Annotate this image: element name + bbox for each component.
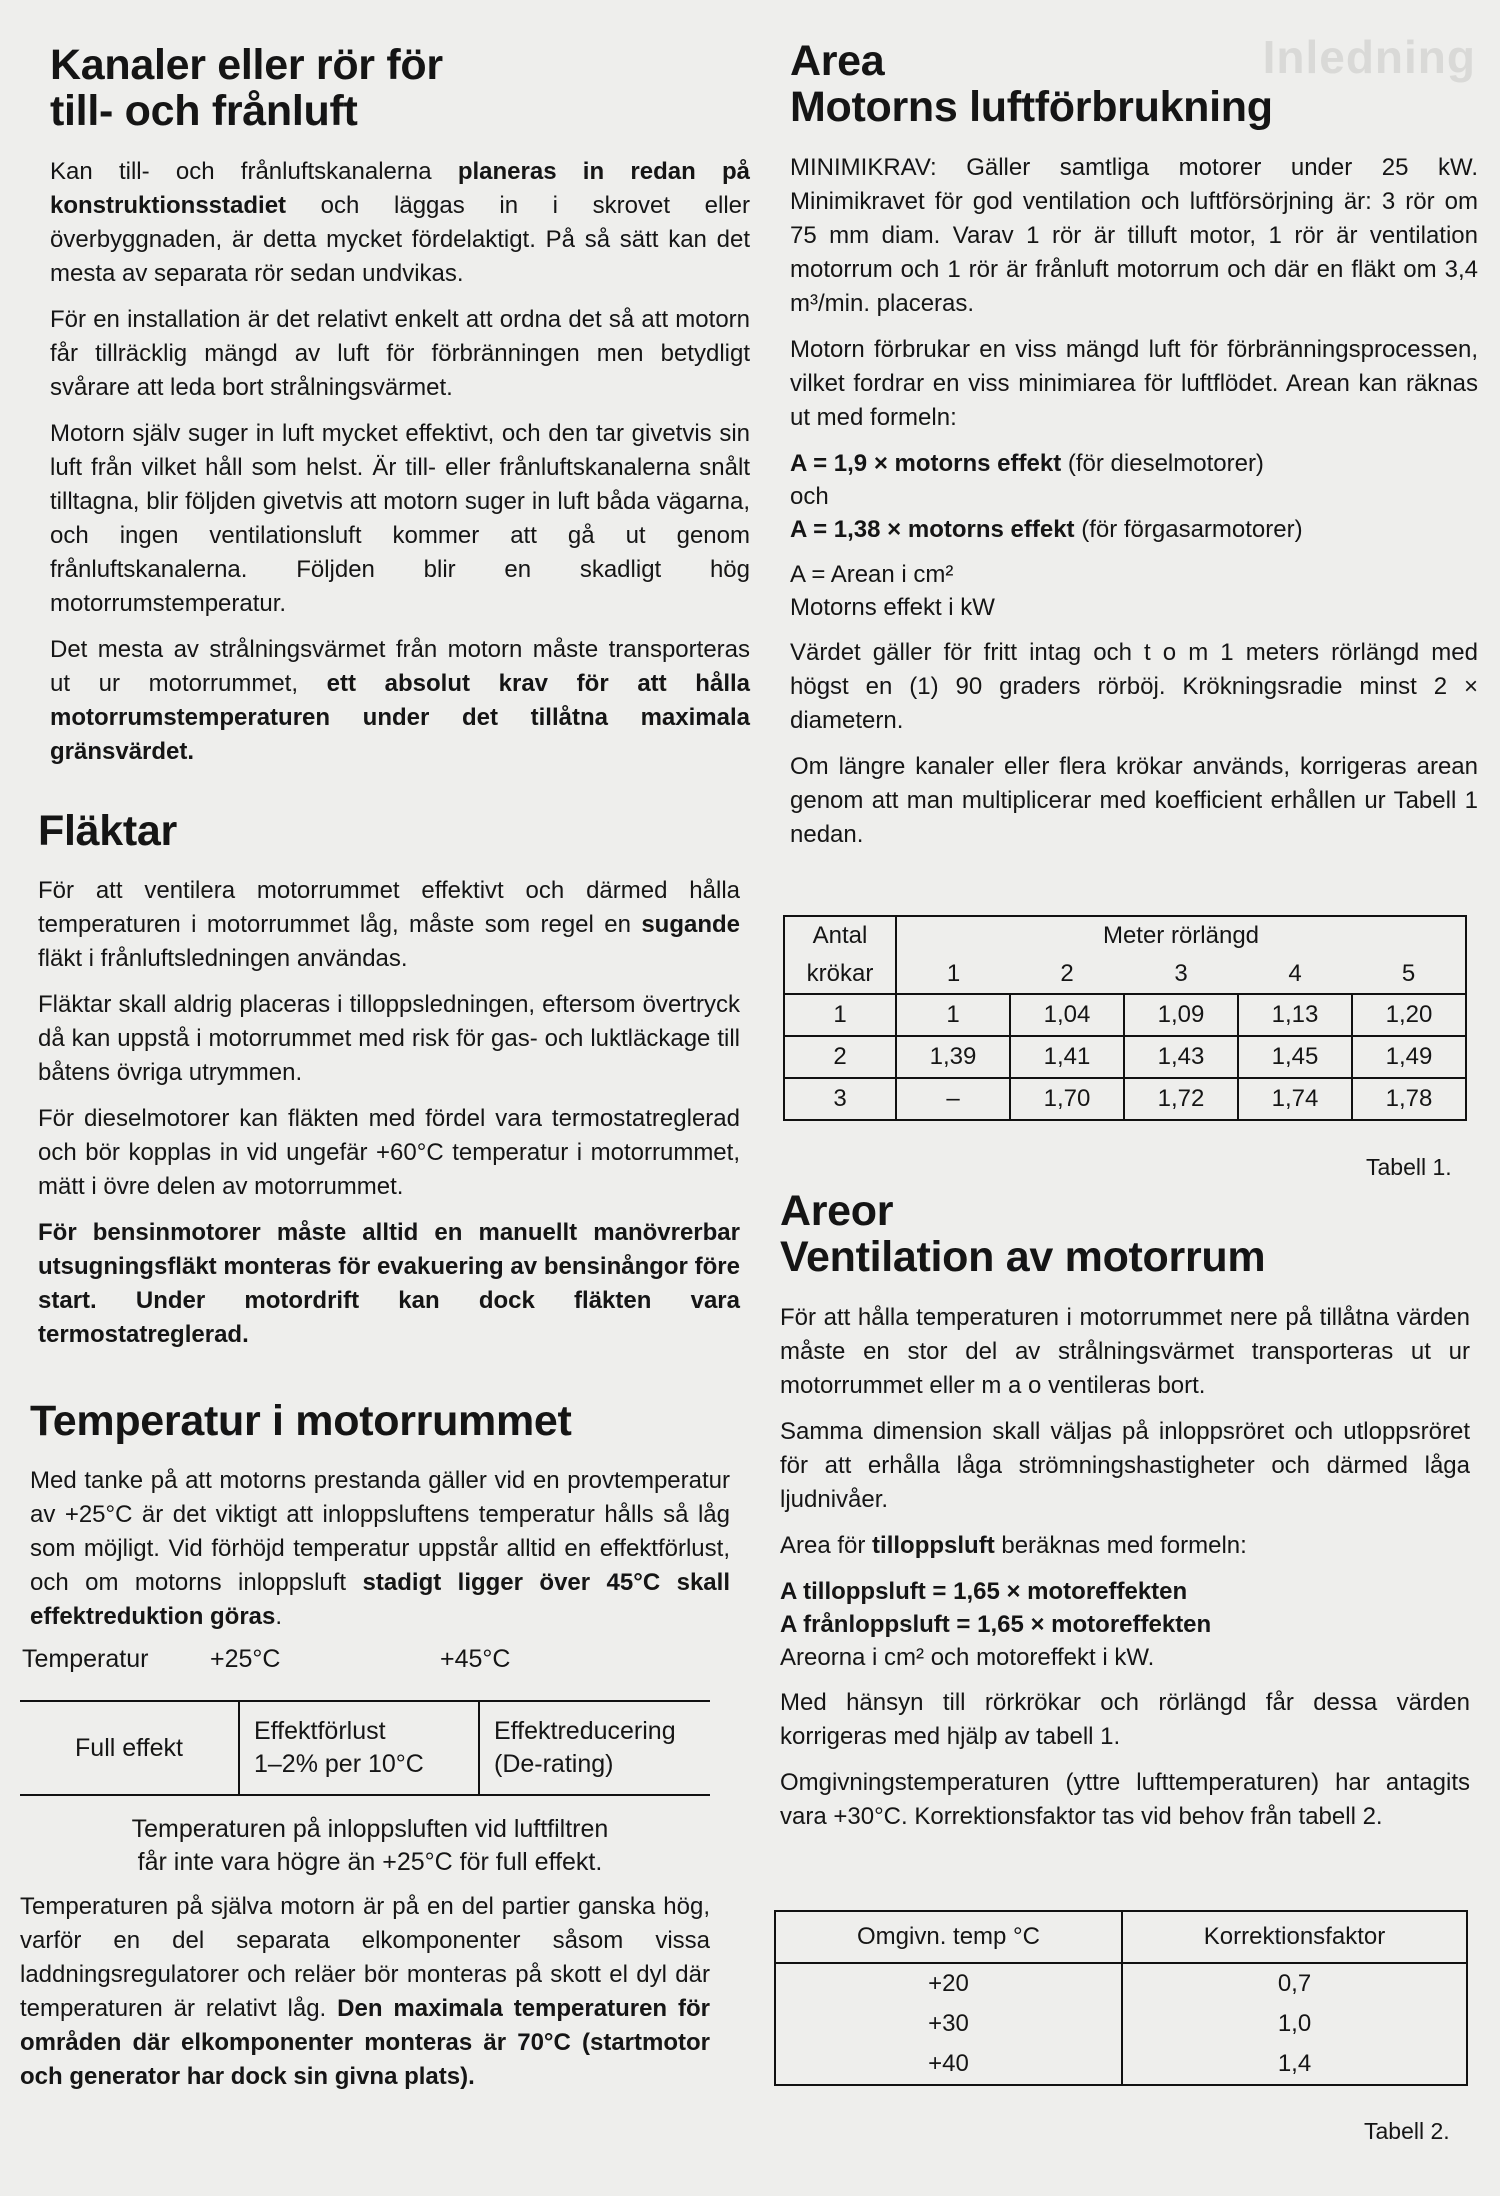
cell: 1,41 <box>1010 1036 1124 1078</box>
paragraph: För dieselmotorer kan fläkten med fördel vara termostatreglerad och bör kopplas in vid ungefär +60°C temperatur i motorrummet, mätt i övre delen av motorrummet. <box>38 1105 740 1201</box>
row-header: 1 <box>784 994 896 1036</box>
section-kanaler <box>50 42 750 781</box>
heading-line: Motorns luftförbrukning <box>790 83 1273 132</box>
paragraph: För en installation är det relativt enkelt att ordna det så att motorn får tillräcklig mängd av luft för förbränningen men betydligt svårare att leda bort strålningsvärmet. <box>50 305 750 401</box>
temperature-45: +45°C <box>440 1645 511 1673</box>
heading-flaktar: Fläktar <box>38 807 177 855</box>
cell: 1,20 <box>1352 994 1466 1036</box>
paragraph: Med tanke på att motorns prestanda gäller vid en provtemperatur av +25°C är det viktigt att inloppsluftens temperatur hålls så låg som möjligt. Vid förhöjd temperatur uppstår alltid en effektförlust, och om motorns inloppsluft stadigt ligger över 45°C skall effektreduktion göras. <box>30 1467 730 1631</box>
cell-effektreducering: Effektreducering (De-rating) <box>494 1717 676 1778</box>
heading-temperatur: Temperatur i motorrummet <box>30 1397 572 1445</box>
cell-faktor: 1,4 <box>1277 2050 1312 2077</box>
paragraph: Fläktar skall aldrig placeras i tilloppsledningen, eftersom övertryck då kan uppstå i motorrummet med risk för gas- och luktläckage till båtens övriga utrymmen. <box>38 991 740 1087</box>
temperature-note <box>20 1813 720 1879</box>
heading-area <box>790 38 1478 131</box>
col-header: 4 <box>1288 960 1302 987</box>
heading-line: Ventilation av motorrum <box>780 1233 1266 1282</box>
cell: 1,78 <box>1352 1078 1466 1120</box>
table-row <box>775 1963 1467 2004</box>
formula-och: och <box>790 482 829 510</box>
note-line: Temperaturen på inloppsluften vid luftfiltren <box>131 1815 609 1843</box>
formula-forgasare: A = 1,38 × motorns effekt (för förgasarmotorer) <box>790 515 1303 543</box>
header-krokar: krökar <box>784 955 896 994</box>
cell: 1,49 <box>1352 1036 1466 1078</box>
heading-line: Area <box>790 37 885 85</box>
note-line: får inte vara högre än +25°C för full effekt. <box>137 1848 603 1876</box>
section-areor <box>780 1188 1470 1846</box>
col-header: 3 <box>1174 960 1188 987</box>
paragraph: Kan till- och frånluftskanalerna planeras in redan på konstruktionsstadiet och läggas in i skrovet eller överbyggnaden, är detta mycket fördelaktigt. På så sätt kan det mesta av separata rör sedan undvikas. <box>50 157 750 287</box>
heading-kanaler <box>50 42 750 135</box>
cell: 1,04 <box>1010 994 1124 1036</box>
paragraph: För bensinmotorer måste alltid en manuellt manövrerbar utsugningsfläkt monteras för evakuering av bensinångor före start. Under motordrift kan dock fläkten vara termostatreglerad. <box>38 1219 740 1349</box>
formula-diesel: A = 1,9 × motorns effekt (för dieselmotorer) <box>790 449 1264 477</box>
header-antal: Antal <box>784 916 896 955</box>
cell-temp: +40 <box>775 2044 1122 2085</box>
cell: 1,70 <box>1010 1078 1124 1120</box>
cell-temp: +30 <box>775 2004 1122 2044</box>
row-header: 2 <box>784 1036 896 1078</box>
bleed-through-heading: Inledning <box>1262 31 1476 83</box>
table-row <box>775 2044 1467 2085</box>
paragraph: Omgivningstemperaturen (yttre lufttemperaturen) har antagits vara +30°C. Korrektionsfaktor tas vid behov från tabell 2. <box>780 1768 1470 1830</box>
definition-areor: Areorna i cm² och motoreffekt i kW. <box>780 1643 1155 1671</box>
section-area <box>790 38 1478 864</box>
paragraph-elkomponenter: Temperaturen på själva motorn är på en del partier ganska hög, varför en del separata elkomponenter såsom vissa laddningsregulatorer och reläer bör monteras på skott el dyl där temperaturen är relativt låg. Den maximala temperaturen för områden där elkomponenter monteras är 70°C (startmotor och generator har dock sin givna plats). <box>20 1893 711 2090</box>
cell-faktor: 1,0 <box>1277 2010 1312 2037</box>
section-flaktar <box>38 808 740 1364</box>
heading-line: Kanaler eller rör för <box>50 41 443 89</box>
cell-full-effekt: Full effekt <box>20 1701 239 1795</box>
temperature-25: +25°C <box>210 1645 281 1673</box>
col-header: 5 <box>1401 960 1416 987</box>
col-header: 1 <box>946 960 961 987</box>
formula-franlopp: A frånloppsluft = 1,65 × motoreffekten <box>780 1610 1212 1638</box>
temperature-label: Temperatur <box>22 1645 149 1673</box>
paragraph: Area för tilloppsluft beräknas med formeln: <box>780 1531 1247 1559</box>
cell: 1,43 <box>1124 1036 1238 1078</box>
col-header: 2 <box>1060 960 1074 987</box>
paragraph: Om längre kanaler eller flera krökar används, korrigeras arean genom att man multiplicerar med koefficient erhållen ur Tabell 1 nedan. <box>790 752 1478 848</box>
cell: 1,09 <box>1124 994 1238 1036</box>
table-row <box>784 1036 1466 1078</box>
cell: 1 <box>896 994 1010 1036</box>
table-row <box>784 994 1466 1036</box>
paragraph: För att hålla temperaturen i motorrummet nere på tillåtna värden måste en stor del av strålningsvärmet transporteras ut ur motorrummet eller m a o ventileras bort. <box>780 1303 1470 1399</box>
table-row <box>784 1078 1466 1120</box>
cell-faktor: 0,7 <box>1277 1970 1312 1997</box>
formula-tillopp: A tilloppsluft = 1,65 × motoreffekten <box>780 1577 1188 1605</box>
cell-temp: +20 <box>775 1963 1122 2004</box>
cell: 1,72 <box>1124 1078 1238 1120</box>
paragraph: Det mesta av strålningsvärmet från motorn måste transporteras ut ur motorrummet, ett absolut krav för att hålla motorrumstemperaturen under det tillåtna maximala gränsvärdet. <box>50 635 750 765</box>
cell: 1,13 <box>1238 994 1352 1036</box>
definition-area: A = Arean i cm² <box>790 560 954 588</box>
heading-line: Areor <box>780 1187 894 1235</box>
header-korrektionsfaktor: Korrektionsfaktor <box>1122 1911 1467 1963</box>
definition-effekt: Motorns effekt i kW <box>790 593 995 621</box>
table-2-korrektion <box>774 1910 1468 2086</box>
header-omgivn-temp: Omgivn. temp °C <box>775 1911 1122 1963</box>
paragraph: Samma dimension skall väljas på inloppsröret och utloppsröret för att erhålla låga strömningshastigheter och därmed låga ljudnivåer. <box>780 1417 1470 1513</box>
paragraph: För att ventilera motorrummet effektivt och därmed hålla temperaturen i motorrummet låg, måste som regel en sugande fläkt i frånluftsledningen användas. <box>38 877 740 973</box>
heading-line: till- och frånluft <box>50 87 358 136</box>
header-meter: Meter rörlängd <box>1102 922 1260 949</box>
paragraph: Värdet gäller för fritt intag och t o m 1 meters rörlängd med högst en (1) 90 graders rörböj. Krökningsradie minst 2 × diametern. <box>790 638 1478 734</box>
paragraph: Motorn själv suger in luft mycket effektivt, och den tar givetvis sin luft från vilket håll som helst. Är till- eller frånluftskanalerna snålt tilltagna, blir följden givetvis att motorn suger in luft båda vägarna, och ingen ventilationsluft kommer att gå ut genom frånluftskanalerna. Följden blir en skadligt hög motorrumstemperatur. <box>50 419 750 617</box>
table-row <box>775 2004 1467 2044</box>
cell: – <box>896 1078 1010 1120</box>
table-2-caption: Tabell 2. <box>1364 2118 1450 2144</box>
paragraph: Med hänsyn till rörkrökar och rörlängd får dessa värden korrigeras med hjälp av tabell 1. <box>780 1688 1470 1750</box>
heading-areor <box>780 1188 1470 1281</box>
cell: 1,39 <box>896 1036 1010 1078</box>
section-temperatur <box>30 1398 730 1646</box>
table-1-caption: Tabell 1. <box>1366 1154 1452 1180</box>
row-header: 3 <box>784 1078 896 1120</box>
cell-effektforlust: Effektförlust 1–2% per 10°C <box>239 1701 479 1795</box>
table-1-krokar <box>783 915 1467 1121</box>
cell: 1,74 <box>1238 1078 1352 1120</box>
paragraph: MINIMIKRAV: Gäller samtliga motorer under 25 kW. Minimikravet för god ventilation och luftförsörjning är: 3 rör om 75 mm diam. Varav 1 rör är tilluft motor, 1 rör är ventilation motorrum och 1 rör är frånluft motorrum och där en fläkt om 3,4 m³/min. placeras. <box>790 153 1478 317</box>
cell: 1,45 <box>1238 1036 1352 1078</box>
paragraph: Motorn förbrukar en viss mängd luft för förbränningsprocessen, vilket fordrar en viss minimiarea för luftflödet. Arean kan räknas ut med formeln: <box>790 335 1478 431</box>
temperature-range-table <box>20 1700 710 1796</box>
